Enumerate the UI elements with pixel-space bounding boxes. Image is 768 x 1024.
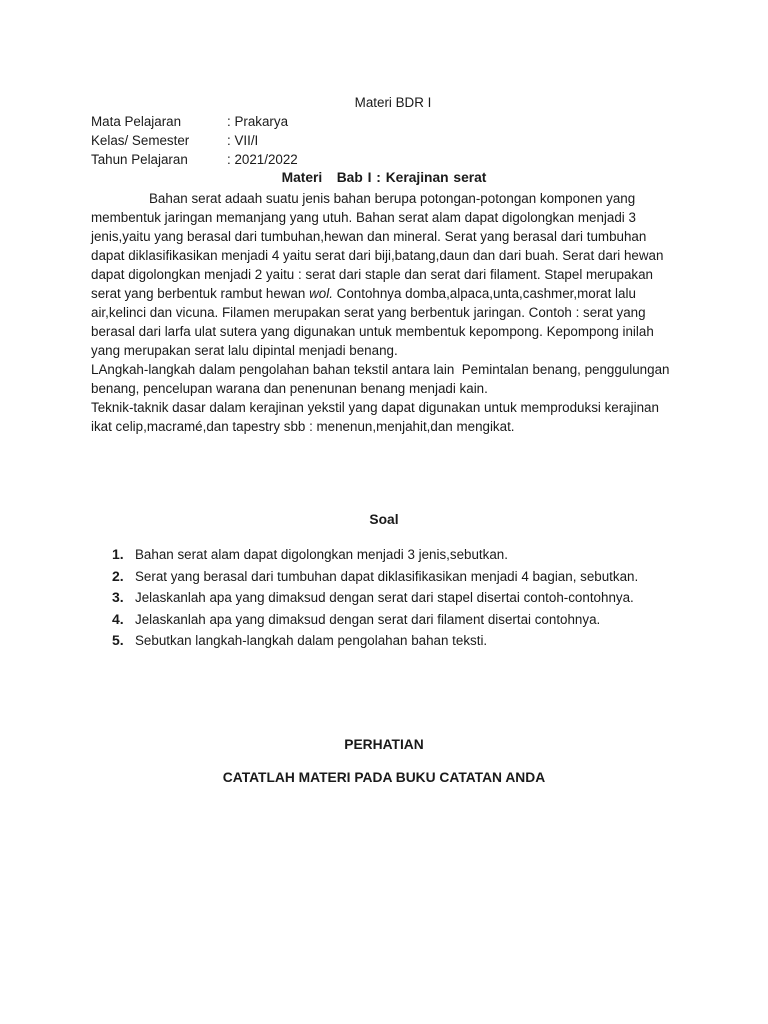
paragraph-processing-steps: LAngkah-langkah dalam pengolahan bahan tekstil antara lain Pemintalan benang, penggulungan benang, pencelupan warana dan penenunan benang menjadi kain. — [91, 362, 674, 396]
meta-value: : Prakarya — [227, 114, 289, 129]
question-number: 4. — [112, 610, 124, 627]
questions-title: Soal — [369, 512, 399, 527]
italic-term: wol. — [309, 286, 333, 301]
notice-text: CATATLAH MATERI PADA BUKU CATATAN ANDA — [222, 770, 546, 785]
document-title: Materi BDR I — [354, 95, 432, 110]
question-item — [112, 544, 692, 566]
meta-label: Mata Pelajaran — [91, 114, 182, 129]
question-item — [112, 630, 692, 652]
question-text: Jelaskanlah apa yang dimaksud dengan serat dari stapel disertai contoh-contohnya. — [135, 590, 634, 606]
question-text: Jelaskanlah apa yang dimaksud dengan serat dari filament disertai contohnya. — [135, 611, 601, 627]
question-number: 3. — [112, 589, 124, 606]
question-item — [112, 587, 692, 609]
paragraph-fiber-types — [91, 189, 673, 360]
question-number: 2. — [112, 567, 124, 584]
paragraph-text: Bahan serat adaah suatu jenis bahan berupa potongan-potongan komponen yang membentuk jaringan memanjang yang utuh. Bahan serat alam dapat digolongkan menjadi 3 jenis,yaitu yang berasal dari tumbuhan,hewan dan mineral. Serat yang berasal dari tumbuhan dapat diklasifikasikan menjadi 4 yaitu serat dari biji,batang,daun dan dari buah. Serat dari hewan dapat digolongkan menjadi 2 yaitu : serat dari staple dan serat dari filament. Stapel merupakan serat yang berbentuk rambut hewan — [91, 191, 668, 301]
question-item — [112, 566, 692, 588]
meta-label: Tahun Pelajaran — [91, 152, 188, 167]
material-body — [91, 189, 673, 436]
meta-row-year — [91, 150, 298, 169]
question-text: Bahan serat alam dapat digolongkan menjadi 3 jenis,sebutkan. — [135, 547, 508, 562]
meta-row-subject — [91, 112, 288, 131]
paragraph-techniques: Teknik-taknik dasar dalam kerajinan yekstil yang dapat digunakan untuk memproduksi kerajinan ikat celip,macramé,dan tapestry sbb : menenun,menjahit,dan mengikat. — [91, 400, 659, 434]
meta-label: Kelas/ Semester — [91, 133, 190, 148]
question-item — [112, 609, 692, 631]
notice-title: PERHATIAN — [344, 737, 424, 752]
meta-value: : VII/I — [227, 133, 259, 148]
paragraph-text: Contohnya domba,alpaca,unta,cashmer,morat lalu air,kelinci dan vicuna. Filamen merupakan serat yang berbentuk jaringan. Contoh : serat yang berasal dari larfa ulat sutera yang digunakan untuk membentuk kepompong. Kepompong inilah yang merupakan serat lalu dipintal menjadi benang. — [91, 286, 654, 358]
questions-list — [112, 544, 692, 652]
meta-value: : 2021/2022 — [227, 152, 298, 167]
question-number: 5. — [112, 632, 124, 649]
question-text: Sebutkan langkah-langkah dalam pengolahan bahan teksti. — [135, 633, 488, 649]
question-number: 1. — [112, 546, 124, 562]
question-text: Serat yang berasal dari tumbuhan dapat diklasifikasikan menjadi 4 bagian, sebutkan. — [135, 568, 639, 584]
chapter-title: Materi Bab I : Kerajinan serat — [281, 170, 487, 185]
meta-row-class — [91, 131, 258, 150]
